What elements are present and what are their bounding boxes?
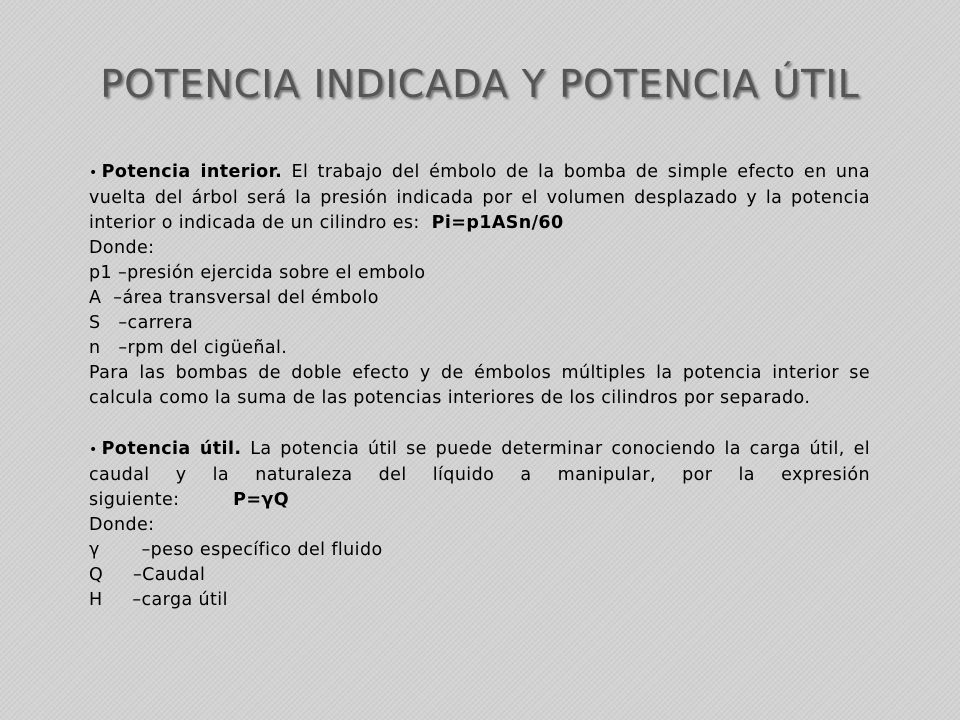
slide-body [89,160,870,613]
variable-line: S –carrera [89,313,194,333]
paragraph-doble-efecto: Para las bombas de doble efecto y de émbolos múltiples la potencia interior se calcula como la suma de las potencias interiores de los cilindros por separado. [89,363,870,408]
variable-line: Q –Caudal [89,565,206,585]
paragraph-potencia-interior [89,160,870,236]
slide-title: POTENCIA INDICADA Y POTENCIA ÚTIL [100,62,860,106]
paragraph-text: La potencia útil se puede determinar conociendo la carga útil, el caudal y la naturaleza del líquido a manipular, por la expresión siguiente: [89,439,870,510]
paragraph-potencia-util [89,437,870,513]
heading-potencia-interior: Potencia interior. [101,162,283,182]
formula-p: P=γQ [233,490,289,510]
formula-pi: Pi=p1ASn/60 [431,213,564,233]
heading-potencia-util: Potencia útil. [101,439,242,459]
variable-line: H –carga útil [89,590,228,610]
donde-label: Donde: [89,515,155,535]
donde-label: Donde: [89,238,155,258]
paragraph-text: El trabajo del émbolo de la bomba de simple efecto en una vuelta del árbol será la presión indicada por el volumen desplazado y la potencia interior o indicada de un cilindro es: [89,162,870,233]
variable-line: γ –peso específico del fluido [89,540,383,560]
section-spacer [89,411,870,437]
variable-line: n –rpm del cigüeñal. [89,338,288,358]
variable-line: p1 –presión ejercida sobre el embolo [89,263,426,283]
bullet-icon: • [89,165,98,181]
variable-line: A –área transversal del émbolo [89,288,379,308]
bullet-icon: • [89,442,98,458]
